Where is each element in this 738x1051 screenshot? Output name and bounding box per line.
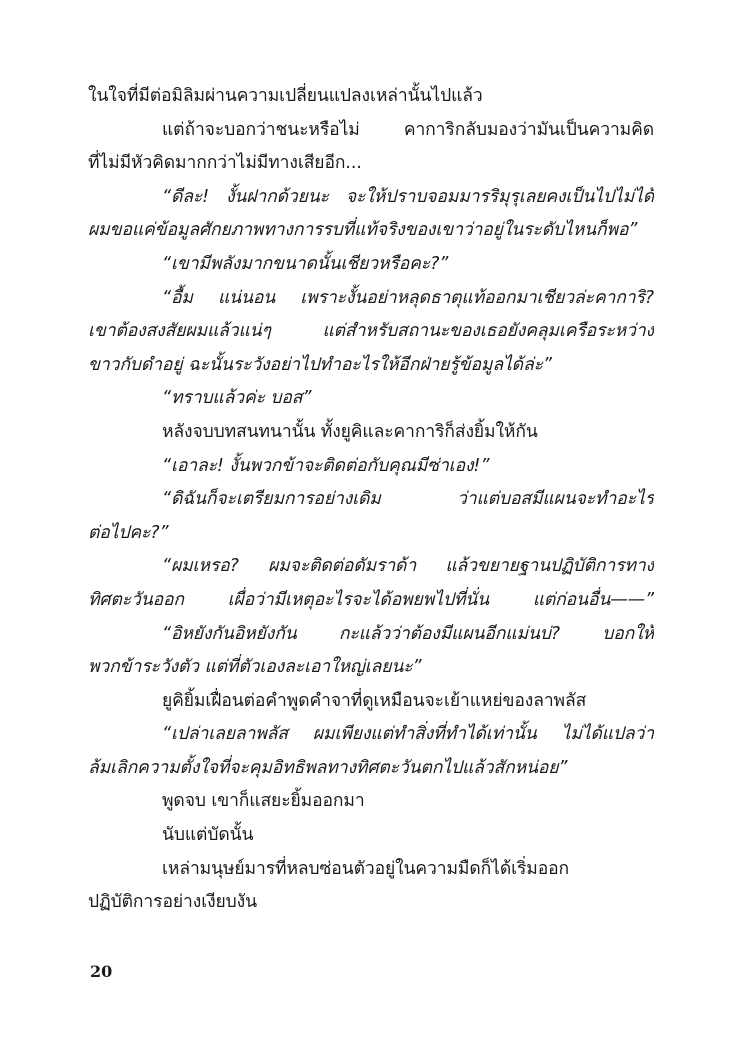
text-line: “อิหยังกันอิหยังกัน กะแล้วว่าต้องมีแผนอีกแม่นบ่? บอกให้ xyxy=(162,623,654,644)
text-line: “ดีละ! งั้นฝากด้วยนะ จะให้ปราบจอมมารริมุรุเลยคงเป็นไปไม่ได้ xyxy=(162,186,654,207)
text-line: “ดิฉันก็จะเตรียมการอย่างเดิม ว่าแต่บอสมีแผนจะทำอะไร xyxy=(162,489,654,510)
text-line: พวกข้าระวังตัว แต่ที่ตัวเองละเอาใหญ่เลยนะ” xyxy=(88,657,422,678)
text-line: นับแต่บัดนั้น xyxy=(162,825,254,846)
text-line: ยูคิยิ้มเฝื่อนต่อคำพูดคำจาที่ดูเหมือนจะเย้าแหย่ของลาพลัส xyxy=(162,690,587,711)
body-text xyxy=(88,80,654,920)
text-line: ผมขอแค่ข้อมูลศักยภาพทางการรบที่แท้จริงของเขาว่าอยู่ในระดับไหนก็พอ” xyxy=(88,220,638,241)
text-line: เหล่ามนุษย์มารที่หลบซ่อนตัวอยู่ในความมืดก็ได้เริ่มออก xyxy=(162,858,570,879)
text-line: ในใจที่มีต่อมิลิมผ่านความเปลี่ยนแปลงเหล่านั้นไปแล้ว xyxy=(88,86,483,106)
text-line: ทิศตะวันออก เผื่อว่ามีเหตุอะไรจะได้อพยพไปที่นั่น แต่ก่อนอื่น——” xyxy=(88,589,654,610)
text-line: ล้มเลิกความตั้งใจที่จะคุมอิทธิพลทางทิศตะวันตกไปแล้วสักหน่อย” xyxy=(88,757,568,778)
text-line: “อื้ม แน่นอน เพราะงั้นอย่าหลุดธาตุแท้ออกมาเชียวล่ะคาการิ? xyxy=(162,287,654,308)
text-line: “เอาละ! งั้นพวกข้าจะติดต่อกับคุณมีซ่าเอง!” xyxy=(162,455,490,476)
text-line: แต่ถ้าจะบอกว่าชนะหรือไม่ คาการิกลับมองว่ามันเป็นความคิด xyxy=(162,119,654,140)
text-line: พูดจบ เขาก็แสยะยิ้มออกมา xyxy=(162,791,365,812)
text-line: ขาวกับดำอยู่ ฉะนั้นระวังอย่าไปทำอะไรให้อีกฝ่ายรู้ข้อมูลได้ล่ะ” xyxy=(88,354,552,375)
text-line: “ทราบแล้วค่ะ บอส” xyxy=(162,388,312,409)
text-line: เขาต้องสงสัยผมแล้วแน่ๆ แต่สำหรับสถานะของเธอยังคลุมเครือระหว่าง xyxy=(88,321,654,342)
text-line: หลังจบบทสนทนานั้น ทั้งยูคิและคาการิก็ส่งยิ้มให้กัน xyxy=(162,421,538,442)
text-line: ปฏิบัติการอย่างเงียบงัน xyxy=(88,892,257,913)
text-line: ต่อไปคะ?” xyxy=(88,522,169,543)
text-line: “เขามีพลังมากขนาดนั้นเชียวหรือคะ?” xyxy=(162,253,449,274)
text-line: “ผมเหรอ? ผมจะติดต่อดัมราด้า แล้วขยายฐานปฏิบัติการทาง xyxy=(162,556,654,577)
text-line: ที่ไม่มีหัวคิดมากกว่าไม่มีทางเสียอีก... xyxy=(88,153,362,174)
text-line: “เปล่าเลยลาพลัส ผมเพียงแต่ทำสิ่งที่ทำได้เท่านั้น ไม่ได้แปลว่า xyxy=(162,724,654,745)
page-number: 20 xyxy=(90,962,113,981)
